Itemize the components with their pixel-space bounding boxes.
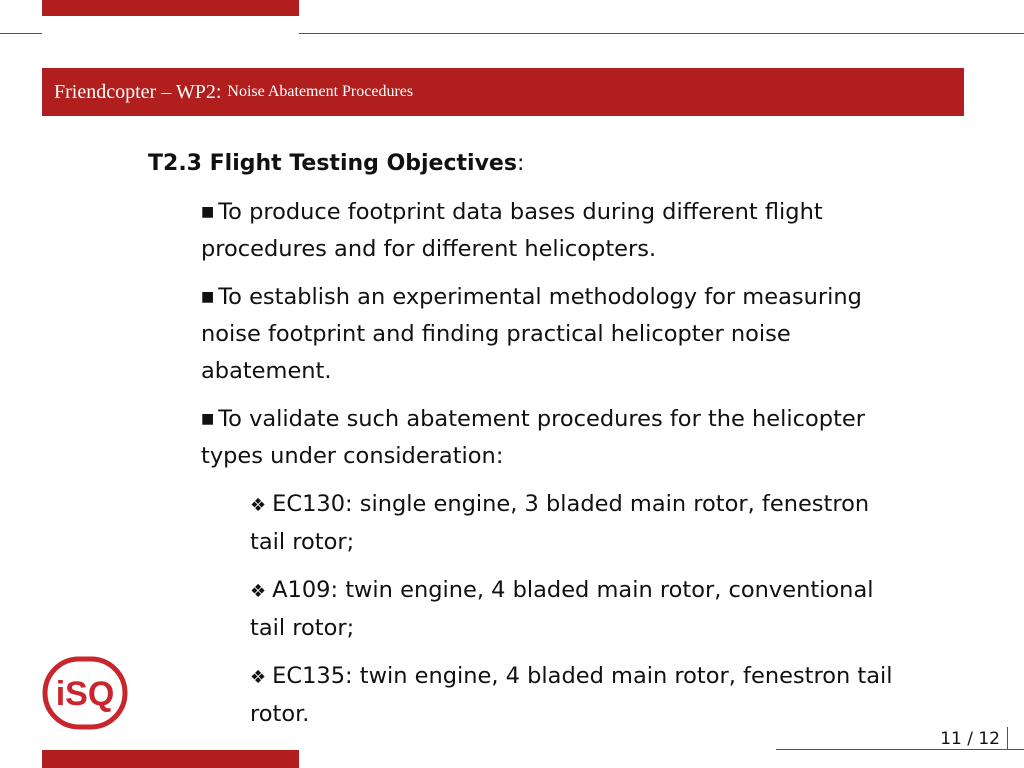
top-accent-bar [42,0,299,16]
sub-bullet-item [250,658,910,733]
bullet-item [201,194,928,268]
heading-text: T2.3 Flight Testing Objectives [148,151,517,176]
square-bullet-icon: ■ [201,289,215,305]
sub-bullet-text: EC135: twin engine, 4 bladed main rotor, fenestron tail rotor. [250,663,893,727]
slide-subtitle: Noise Abatement Procedures [227,83,414,100]
bullet-item [201,401,928,475]
heading-colon: : [516,151,525,176]
slide-title: Friendcopter – WP2: [54,80,222,103]
logo-text: iSQ [55,675,115,713]
diamond-bullet-icon: ❖ [250,581,267,602]
isq-logo-icon [42,656,128,730]
sub-bullet-text: EC130: single engine, 3 bladed main rotor, fenestron tail rotor; [250,491,870,555]
footer-divider [776,749,1024,750]
bullet-text: To produce footprint data bases during different flight procedures and for different helicopters. [201,199,823,262]
title-banner [42,68,964,116]
bullet-text: To validate such abatement procedures for the helicopter types under consideration: [201,406,865,469]
bullet-item [201,279,928,390]
bottom-accent-bar [42,750,299,768]
top-divider-right [299,33,1024,34]
diamond-bullet-icon: ❖ [250,495,267,516]
square-bullet-icon: ■ [201,204,215,220]
footer-tick [1007,727,1008,749]
sub-bullet-text: A109: twin engine, 4 bladed main rotor, conventional tail rotor; [250,577,874,641]
page-number: 11 / 12 [940,729,1000,749]
sub-bullet-item [250,486,910,561]
top-divider-left [0,33,42,34]
bullet-text: To establish an experimental methodology for measuring noise footprint and finding practical helicopter noise abatement. [201,284,862,384]
square-bullet-icon: ■ [201,411,215,427]
diamond-bullet-icon: ❖ [250,667,267,688]
sub-bullet-item [250,572,910,647]
slide-content [148,148,928,744]
section-heading [148,148,928,180]
